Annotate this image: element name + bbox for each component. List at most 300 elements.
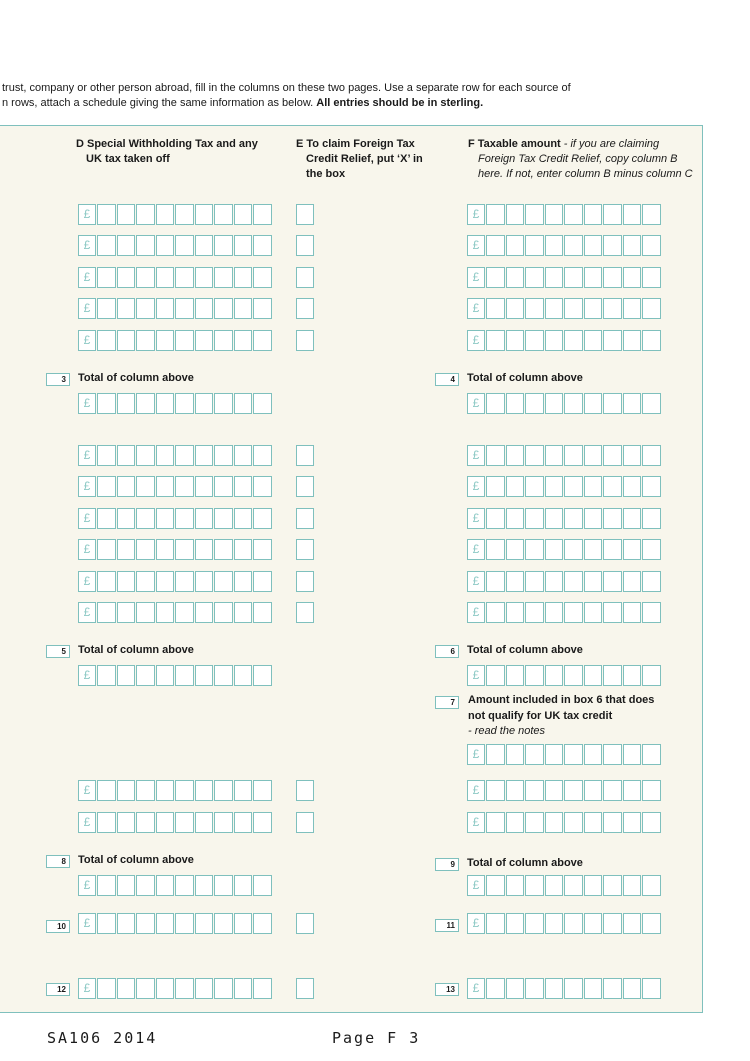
digit-cell[interactable] — [97, 204, 116, 225]
digit-cell[interactable] — [525, 539, 544, 560]
digit-cell[interactable] — [195, 665, 214, 686]
digit-cell[interactable] — [156, 780, 175, 801]
foreign-tax-credit-checkbox[interactable] — [296, 780, 314, 801]
digit-cell[interactable] — [136, 812, 155, 833]
digit-cell[interactable] — [486, 393, 505, 414]
digit-cell[interactable] — [214, 204, 233, 225]
digit-cell[interactable] — [156, 539, 175, 560]
digit-cell[interactable] — [584, 298, 603, 319]
digit-cell[interactable] — [545, 571, 564, 592]
digit-cell[interactable] — [486, 204, 505, 225]
digit-cell[interactable] — [642, 744, 661, 765]
digit-cell[interactable] — [545, 780, 564, 801]
digit-cell[interactable] — [506, 267, 525, 288]
digit-cell[interactable] — [525, 978, 544, 999]
digit-cell[interactable] — [584, 665, 603, 686]
digit-cell[interactable] — [564, 875, 583, 896]
digit-cell[interactable] — [545, 235, 564, 256]
digit-cell[interactable] — [486, 235, 505, 256]
digit-cell[interactable] — [564, 298, 583, 319]
digit-cell[interactable] — [117, 267, 136, 288]
digit-cell[interactable] — [156, 978, 175, 999]
digit-cell[interactable] — [506, 476, 525, 497]
foreign-tax-credit-checkbox[interactable] — [296, 204, 314, 225]
digit-cell[interactable] — [214, 571, 233, 592]
digit-cell[interactable] — [195, 571, 214, 592]
digit-cell[interactable] — [117, 812, 136, 833]
box-3-total[interactable] — [78, 393, 273, 414]
digit-cell[interactable] — [214, 476, 233, 497]
digit-cell[interactable] — [117, 330, 136, 351]
foreign-tax-credit-checkbox[interactable] — [296, 445, 314, 466]
box-6-total[interactable] — [467, 665, 662, 686]
digit-cell[interactable] — [175, 204, 194, 225]
column-d-amount[interactable] — [78, 812, 273, 833]
digit-cell[interactable] — [156, 571, 175, 592]
digit-cell[interactable] — [195, 539, 214, 560]
digit-cell[interactable] — [584, 330, 603, 351]
digit-cell[interactable] — [545, 875, 564, 896]
digit-cell[interactable] — [584, 875, 603, 896]
digit-cell[interactable] — [97, 393, 116, 414]
digit-cell[interactable] — [623, 665, 642, 686]
column-d-amount[interactable] — [78, 298, 273, 319]
digit-cell[interactable] — [564, 476, 583, 497]
digit-cell[interactable] — [545, 602, 564, 623]
digit-cell[interactable] — [486, 539, 505, 560]
digit-cell[interactable] — [584, 508, 603, 529]
digit-cell[interactable] — [156, 204, 175, 225]
digit-cell[interactable] — [545, 665, 564, 686]
box-12-amount[interactable] — [78, 978, 273, 999]
digit-cell[interactable] — [584, 978, 603, 999]
digit-cell[interactable] — [564, 978, 583, 999]
digit-cell[interactable] — [564, 665, 583, 686]
digit-cell[interactable] — [253, 298, 272, 319]
digit-cell[interactable] — [623, 978, 642, 999]
digit-cell[interactable] — [195, 812, 214, 833]
digit-cell[interactable] — [642, 476, 661, 497]
digit-cell[interactable] — [234, 330, 253, 351]
digit-cell[interactable] — [136, 780, 155, 801]
digit-cell[interactable] — [195, 445, 214, 466]
digit-cell[interactable] — [195, 267, 214, 288]
column-f-amount[interactable] — [467, 267, 662, 288]
digit-cell[interactable] — [253, 267, 272, 288]
digit-cell[interactable] — [623, 913, 642, 934]
digit-cell[interactable] — [525, 235, 544, 256]
digit-cell[interactable] — [175, 393, 194, 414]
digit-cell[interactable] — [97, 330, 116, 351]
digit-cell[interactable] — [642, 508, 661, 529]
digit-cell[interactable] — [195, 393, 214, 414]
digit-cell[interactable] — [214, 665, 233, 686]
digit-cell[interactable] — [506, 298, 525, 319]
box-7-amount[interactable] — [467, 744, 662, 765]
digit-cell[interactable] — [97, 235, 116, 256]
digit-cell[interactable] — [525, 476, 544, 497]
digit-cell[interactable] — [97, 508, 116, 529]
digit-cell[interactable] — [603, 235, 622, 256]
digit-cell[interactable] — [175, 539, 194, 560]
digit-cell[interactable] — [136, 875, 155, 896]
digit-cell[interactable] — [195, 508, 214, 529]
digit-cell[interactable] — [195, 780, 214, 801]
digit-cell[interactable] — [136, 913, 155, 934]
digit-cell[interactable] — [195, 476, 214, 497]
digit-cell[interactable] — [136, 602, 155, 623]
digit-cell[interactable] — [623, 267, 642, 288]
digit-cell[interactable] — [525, 744, 544, 765]
digit-cell[interactable] — [234, 298, 253, 319]
digit-cell[interactable] — [117, 875, 136, 896]
digit-cell[interactable] — [603, 571, 622, 592]
digit-cell[interactable] — [97, 780, 116, 801]
digit-cell[interactable] — [584, 744, 603, 765]
digit-cell[interactable] — [584, 539, 603, 560]
digit-cell[interactable] — [175, 978, 194, 999]
digit-cell[interactable] — [234, 393, 253, 414]
digit-cell[interactable] — [642, 445, 661, 466]
digit-cell[interactable] — [136, 393, 155, 414]
digit-cell[interactable] — [564, 571, 583, 592]
digit-cell[interactable] — [642, 298, 661, 319]
digit-cell[interactable] — [195, 298, 214, 319]
digit-cell[interactable] — [584, 235, 603, 256]
digit-cell[interactable] — [584, 445, 603, 466]
column-f-amount[interactable] — [467, 330, 662, 351]
column-d-amount[interactable] — [78, 235, 273, 256]
column-d-amount[interactable] — [78, 330, 273, 351]
digit-cell[interactable] — [642, 665, 661, 686]
digit-cell[interactable] — [195, 204, 214, 225]
foreign-tax-credit-checkbox[interactable] — [296, 330, 314, 351]
digit-cell[interactable] — [506, 812, 525, 833]
digit-cell[interactable] — [253, 812, 272, 833]
digit-cell[interactable] — [525, 330, 544, 351]
digit-cell[interactable] — [136, 267, 155, 288]
digit-cell[interactable] — [253, 571, 272, 592]
digit-cell[interactable] — [156, 913, 175, 934]
foreign-tax-credit-checkbox[interactable] — [296, 913, 314, 934]
digit-cell[interactable] — [486, 476, 505, 497]
digit-cell[interactable] — [253, 780, 272, 801]
digit-cell[interactable] — [234, 978, 253, 999]
column-f-amount[interactable] — [467, 476, 662, 497]
digit-cell[interactable] — [564, 508, 583, 529]
digit-cell[interactable] — [545, 744, 564, 765]
foreign-tax-credit-checkbox[interactable] — [296, 476, 314, 497]
digit-cell[interactable] — [545, 539, 564, 560]
digit-cell[interactable] — [642, 812, 661, 833]
digit-cell[interactable] — [545, 812, 564, 833]
digit-cell[interactable] — [642, 204, 661, 225]
digit-cell[interactable] — [623, 602, 642, 623]
digit-cell[interactable] — [117, 665, 136, 686]
digit-cell[interactable] — [506, 744, 525, 765]
box-11-amount[interactable] — [467, 913, 662, 934]
digit-cell[interactable] — [214, 812, 233, 833]
digit-cell[interactable] — [156, 235, 175, 256]
digit-cell[interactable] — [117, 780, 136, 801]
column-f-amount[interactable] — [467, 780, 662, 801]
digit-cell[interactable] — [253, 875, 272, 896]
digit-cell[interactable] — [564, 539, 583, 560]
digit-cell[interactable] — [623, 812, 642, 833]
box-9-total[interactable] — [467, 875, 662, 896]
box-4-total[interactable] — [467, 393, 662, 414]
digit-cell[interactable] — [175, 812, 194, 833]
foreign-tax-credit-checkbox[interactable] — [296, 812, 314, 833]
column-f-amount[interactable] — [467, 508, 662, 529]
digit-cell[interactable] — [642, 780, 661, 801]
digit-cell[interactable] — [603, 508, 622, 529]
column-f-amount[interactable] — [467, 298, 662, 319]
digit-cell[interactable] — [234, 665, 253, 686]
digit-cell[interactable] — [234, 780, 253, 801]
digit-cell[interactable] — [603, 744, 622, 765]
foreign-tax-credit-checkbox[interactable] — [296, 267, 314, 288]
digit-cell[interactable] — [525, 204, 544, 225]
digit-cell[interactable] — [623, 508, 642, 529]
digit-cell[interactable] — [642, 539, 661, 560]
digit-cell[interactable] — [603, 602, 622, 623]
digit-cell[interactable] — [234, 445, 253, 466]
digit-cell[interactable] — [506, 539, 525, 560]
digit-cell[interactable] — [525, 913, 544, 934]
digit-cell[interactable] — [525, 571, 544, 592]
column-d-amount[interactable] — [78, 602, 273, 623]
digit-cell[interactable] — [506, 978, 525, 999]
digit-cell[interactable] — [486, 913, 505, 934]
digit-cell[interactable] — [545, 978, 564, 999]
digit-cell[interactable] — [214, 445, 233, 466]
digit-cell[interactable] — [253, 913, 272, 934]
digit-cell[interactable] — [136, 571, 155, 592]
digit-cell[interactable] — [506, 330, 525, 351]
digit-cell[interactable] — [234, 508, 253, 529]
digit-cell[interactable] — [234, 539, 253, 560]
digit-cell[interactable] — [506, 913, 525, 934]
digit-cell[interactable] — [564, 812, 583, 833]
digit-cell[interactable] — [564, 445, 583, 466]
digit-cell[interactable] — [564, 393, 583, 414]
digit-cell[interactable] — [623, 476, 642, 497]
digit-cell[interactable] — [623, 330, 642, 351]
digit-cell[interactable] — [175, 445, 194, 466]
digit-cell[interactable] — [253, 235, 272, 256]
digit-cell[interactable] — [156, 393, 175, 414]
foreign-tax-credit-checkbox[interactable] — [296, 602, 314, 623]
column-f-amount[interactable] — [467, 235, 662, 256]
digit-cell[interactable] — [117, 476, 136, 497]
digit-cell[interactable] — [603, 780, 622, 801]
foreign-tax-credit-checkbox[interactable] — [296, 508, 314, 529]
foreign-tax-credit-checkbox[interactable] — [296, 539, 314, 560]
column-f-amount[interactable] — [467, 204, 662, 225]
digit-cell[interactable] — [214, 393, 233, 414]
digit-cell[interactable] — [175, 476, 194, 497]
digit-cell[interactable] — [525, 298, 544, 319]
box-10-amount[interactable] — [78, 913, 273, 934]
digit-cell[interactable] — [117, 393, 136, 414]
digit-cell[interactable] — [545, 204, 564, 225]
digit-cell[interactable] — [156, 665, 175, 686]
digit-cell[interactable] — [603, 445, 622, 466]
digit-cell[interactable] — [525, 602, 544, 623]
digit-cell[interactable] — [195, 913, 214, 934]
digit-cell[interactable] — [545, 913, 564, 934]
digit-cell[interactable] — [545, 393, 564, 414]
column-d-amount[interactable] — [78, 445, 273, 466]
digit-cell[interactable] — [97, 298, 116, 319]
digit-cell[interactable] — [195, 330, 214, 351]
digit-cell[interactable] — [623, 298, 642, 319]
digit-cell[interactable] — [156, 602, 175, 623]
digit-cell[interactable] — [253, 978, 272, 999]
digit-cell[interactable] — [117, 571, 136, 592]
digit-cell[interactable] — [603, 267, 622, 288]
digit-cell[interactable] — [175, 602, 194, 623]
digit-cell[interactable] — [214, 330, 233, 351]
digit-cell[interactable] — [486, 330, 505, 351]
digit-cell[interactable] — [253, 539, 272, 560]
digit-cell[interactable] — [156, 298, 175, 319]
digit-cell[interactable] — [253, 476, 272, 497]
digit-cell[interactable] — [156, 445, 175, 466]
digit-cell[interactable] — [525, 445, 544, 466]
digit-cell[interactable] — [214, 913, 233, 934]
digit-cell[interactable] — [97, 665, 116, 686]
digit-cell[interactable] — [97, 812, 116, 833]
digit-cell[interactable] — [623, 744, 642, 765]
digit-cell[interactable] — [486, 445, 505, 466]
digit-cell[interactable] — [623, 780, 642, 801]
digit-cell[interactable] — [214, 539, 233, 560]
foreign-tax-credit-checkbox[interactable] — [296, 235, 314, 256]
digit-cell[interactable] — [97, 602, 116, 623]
digit-cell[interactable] — [253, 602, 272, 623]
column-f-amount[interactable] — [467, 602, 662, 623]
digit-cell[interactable] — [584, 393, 603, 414]
digit-cell[interactable] — [175, 875, 194, 896]
digit-cell[interactable] — [136, 330, 155, 351]
digit-cell[interactable] — [234, 476, 253, 497]
digit-cell[interactable] — [156, 476, 175, 497]
digit-cell[interactable] — [175, 665, 194, 686]
digit-cell[interactable] — [156, 875, 175, 896]
digit-cell[interactable] — [156, 812, 175, 833]
digit-cell[interactable] — [486, 978, 505, 999]
digit-cell[interactable] — [525, 812, 544, 833]
digit-cell[interactable] — [486, 812, 505, 833]
column-f-amount[interactable] — [467, 812, 662, 833]
digit-cell[interactable] — [117, 602, 136, 623]
digit-cell[interactable] — [136, 476, 155, 497]
digit-cell[interactable] — [234, 812, 253, 833]
digit-cell[interactable] — [253, 330, 272, 351]
digit-cell[interactable] — [623, 571, 642, 592]
box-8-total[interactable] — [78, 875, 273, 896]
column-d-amount[interactable] — [78, 476, 273, 497]
digit-cell[interactable] — [564, 780, 583, 801]
digit-cell[interactable] — [584, 913, 603, 934]
digit-cell[interactable] — [214, 267, 233, 288]
digit-cell[interactable] — [97, 978, 116, 999]
foreign-tax-credit-checkbox[interactable] — [296, 571, 314, 592]
digit-cell[interactable] — [214, 780, 233, 801]
digit-cell[interactable] — [486, 508, 505, 529]
digit-cell[interactable] — [156, 508, 175, 529]
digit-cell[interactable] — [584, 780, 603, 801]
digit-cell[interactable] — [525, 508, 544, 529]
digit-cell[interactable] — [253, 665, 272, 686]
digit-cell[interactable] — [234, 602, 253, 623]
digit-cell[interactable] — [545, 476, 564, 497]
digit-cell[interactable] — [156, 330, 175, 351]
column-d-amount[interactable] — [78, 539, 273, 560]
digit-cell[interactable] — [525, 780, 544, 801]
digit-cell[interactable] — [603, 539, 622, 560]
digit-cell[interactable] — [486, 298, 505, 319]
box-5-total[interactable] — [78, 665, 273, 686]
column-d-amount[interactable] — [78, 267, 273, 288]
digit-cell[interactable] — [214, 235, 233, 256]
digit-cell[interactable] — [117, 445, 136, 466]
digit-cell[interactable] — [564, 235, 583, 256]
digit-cell[interactable] — [136, 665, 155, 686]
column-d-amount[interactable] — [78, 204, 273, 225]
digit-cell[interactable] — [175, 508, 194, 529]
box-13-amount[interactable] — [467, 978, 662, 999]
digit-cell[interactable] — [545, 267, 564, 288]
digit-cell[interactable] — [642, 913, 661, 934]
digit-cell[interactable] — [253, 508, 272, 529]
digit-cell[interactable] — [97, 571, 116, 592]
digit-cell[interactable] — [253, 204, 272, 225]
digit-cell[interactable] — [214, 508, 233, 529]
digit-cell[interactable] — [234, 235, 253, 256]
digit-cell[interactable] — [525, 393, 544, 414]
digit-cell[interactable] — [214, 875, 233, 896]
digit-cell[interactable] — [175, 298, 194, 319]
digit-cell[interactable] — [175, 235, 194, 256]
digit-cell[interactable] — [603, 665, 622, 686]
column-d-amount[interactable] — [78, 571, 273, 592]
digit-cell[interactable] — [214, 602, 233, 623]
digit-cell[interactable] — [506, 780, 525, 801]
digit-cell[interactable] — [486, 875, 505, 896]
digit-cell[interactable] — [117, 913, 136, 934]
digit-cell[interactable] — [584, 476, 603, 497]
digit-cell[interactable] — [117, 508, 136, 529]
digit-cell[interactable] — [642, 602, 661, 623]
digit-cell[interactable] — [486, 267, 505, 288]
digit-cell[interactable] — [642, 875, 661, 896]
digit-cell[interactable] — [97, 476, 116, 497]
digit-cell[interactable] — [623, 539, 642, 560]
digit-cell[interactable] — [603, 812, 622, 833]
digit-cell[interactable] — [117, 978, 136, 999]
digit-cell[interactable] — [603, 476, 622, 497]
digit-cell[interactable] — [603, 298, 622, 319]
digit-cell[interactable] — [525, 875, 544, 896]
digit-cell[interactable] — [97, 267, 116, 288]
column-d-amount[interactable] — [78, 780, 273, 801]
digit-cell[interactable] — [234, 571, 253, 592]
digit-cell[interactable] — [136, 539, 155, 560]
digit-cell[interactable] — [525, 665, 544, 686]
